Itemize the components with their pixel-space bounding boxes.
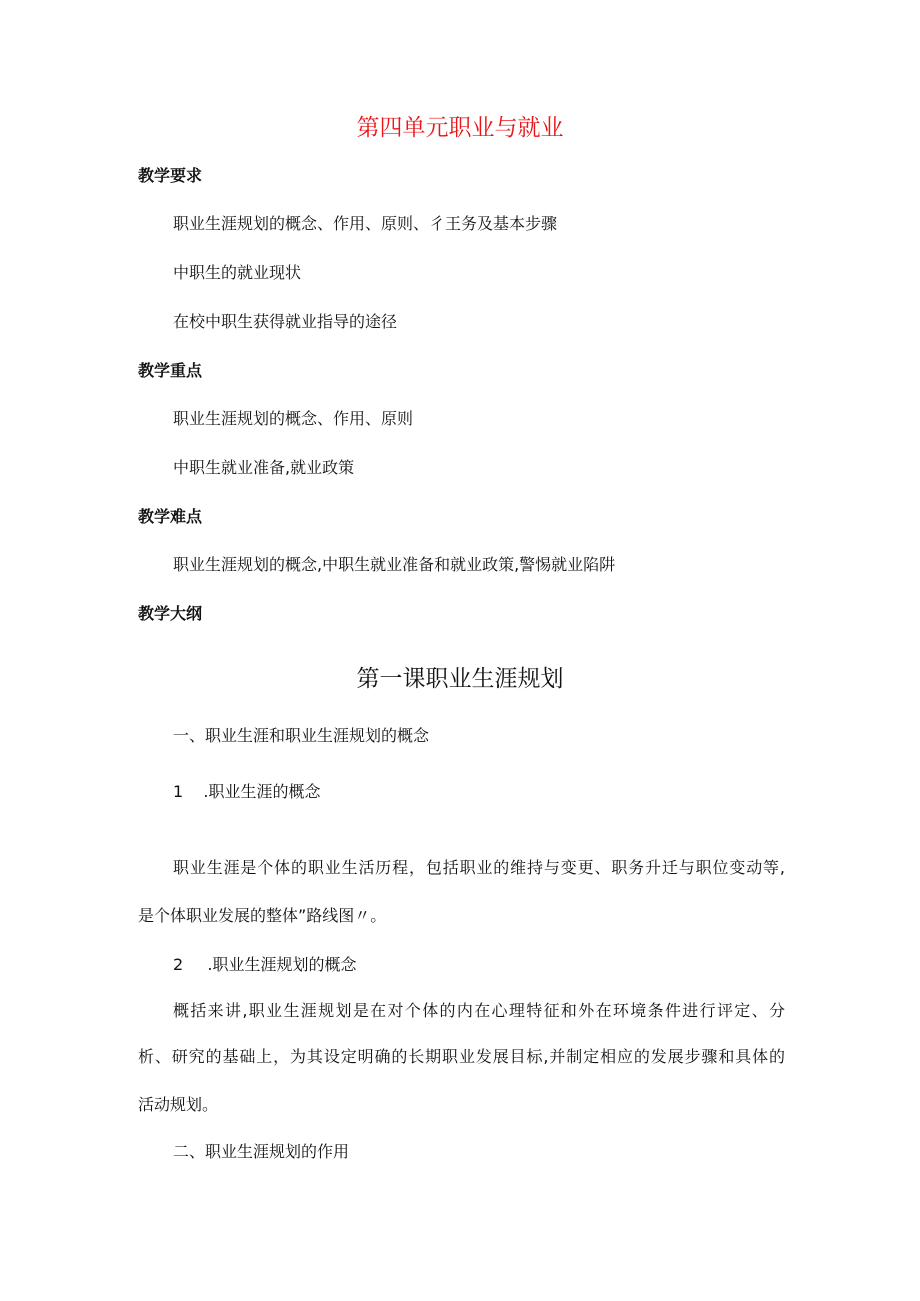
difficulties-heading: 教学难点 [138,507,203,526]
key-points-item-2: 中职生就业准备,就业政策 [173,458,355,477]
document-title: 第四单元职业与就业 [356,115,564,141]
paragraph-line: 是个体职业发展的整体”路线图〃。 [138,906,387,925]
subsection-heading-2 [173,955,356,975]
paragraph-line: 概括来讲,职业生涯规划是在对个体的内在心理特征和外在环境条件进行评定、分 [173,1001,785,1020]
subsection-heading-1 [173,782,320,802]
lesson-title: 第一课职业生涯规划 [356,666,564,692]
section-heading-2: 二、职业生涯规划的作用 [173,1142,350,1161]
requirements-item-1: 职业生涯规划的概念、作用、原则、彳王务及基本步骤 [173,214,558,233]
subsection-label: .职业生涯规划的概念 [207,955,357,974]
subsection-number: 2 [173,955,184,974]
paragraph-line: 活动规划。 [138,1095,219,1114]
difficulties-item-1: 职业生涯规划的概念,中职生就业准备和就业政策,警惕就业陷阱 [173,555,616,574]
subsection-label: .职业生涯的概念 [203,782,321,801]
requirements-heading: 教学要求 [138,166,203,185]
outline-heading: 教学大纲 [138,604,203,623]
subsection-number: 1 [173,782,184,801]
key-points-heading: 教学重点 [138,361,203,380]
requirements-item-3: 在校中职生获得就业指导的途径 [173,312,398,331]
paragraph-line: 析、研究的基础上，为其设定明确的长期职业发展目标,并制定相应的发展步骤和具体的 [138,1047,785,1066]
requirements-item-2: 中职生的就业现状 [173,263,302,282]
key-points-item-1: 职业生涯规划的概念、作用、原则 [173,409,414,428]
paragraph-line: 职业生涯是个体的职业生活历程，包括职业的维持与变更、职务升迁与职位变动等, [173,858,785,877]
section-heading-1: 一、职业生涯和职业生涯规划的概念 [173,726,430,745]
